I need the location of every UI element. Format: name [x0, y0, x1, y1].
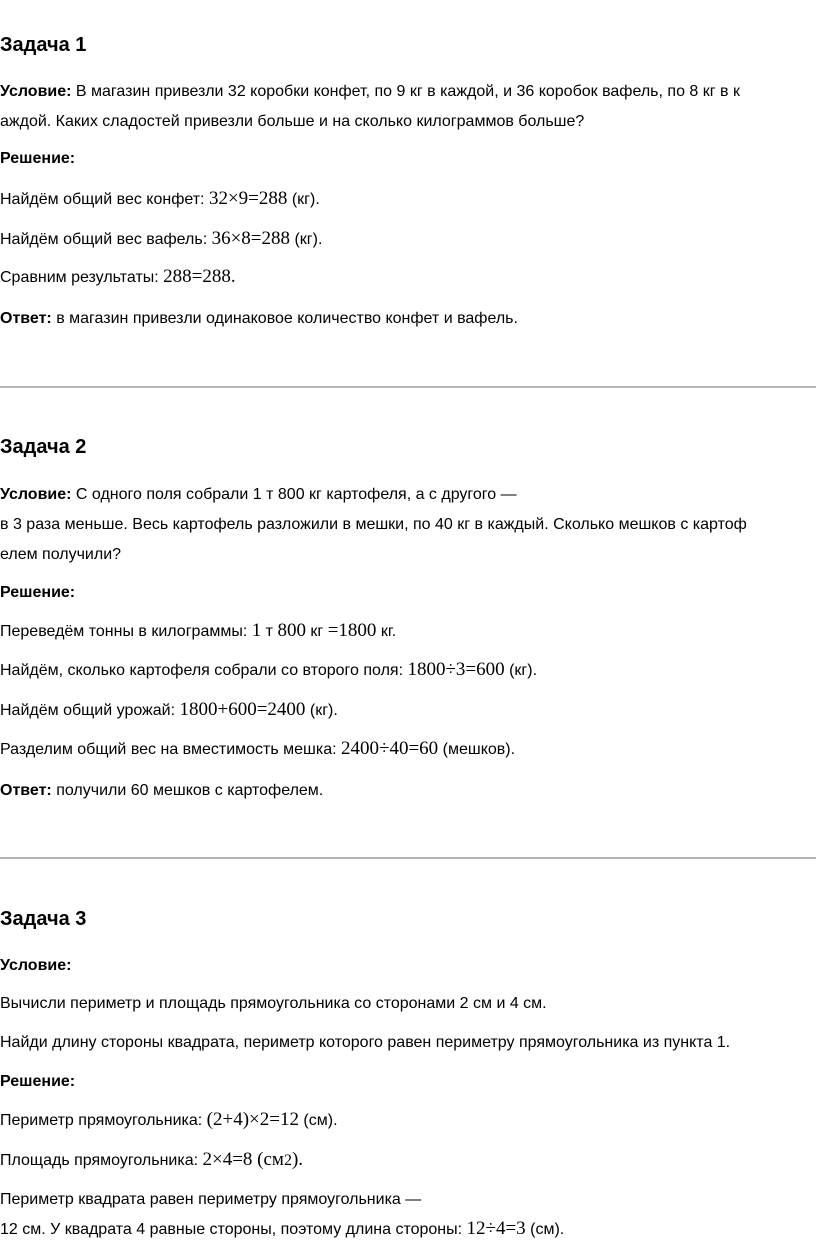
task2-step-3: Найдём общий урожай: 1800+600=2400 (кг). [0, 699, 338, 720]
separator [0, 386, 816, 388]
task3-title: Задача 3 [0, 908, 87, 930]
task3-step-3-line-2: 12 см. У квадрата 4 равные стороны, поэтому длина стороны: 12÷4=3 (см). [0, 1218, 565, 1239]
task3-step-3-formula: 12÷4=3 [466, 1218, 526, 1239]
task2-title: Задача 2 [0, 436, 87, 458]
task3-condition-item-2: Найди длину стороны квадрата, периметр которого равен периметру прямоугольника из пункта 1. [0, 1034, 731, 1051]
task2-step-2-formula: 1800÷3=600 [407, 659, 505, 680]
task2-step-2: Найдём, сколько картофеля собрали со второго поля: 1800÷3=600 (кг). [0, 659, 538, 680]
task2-solution-label: Решение: [0, 584, 76, 601]
task1-solution-label: Решение: [0, 150, 76, 167]
task1-step-1: Найдём общий вес конфет: 32×9=288 (кг). [0, 188, 320, 209]
task1-title: Задача 1 [0, 34, 87, 56]
task1-condition-text: В магазин привезли 32 коробки конфет, по 9 кг в каждой, и 36 коробок вафель, по 8 кг в к [71, 83, 740, 100]
task2-step-1: Переведём тонны в килограммы: 1 т 800 кг =1800 кг. [0, 620, 397, 641]
task1-answer: Ответ: в магазин привезли одинаковое количество конфет и вафель. [0, 310, 518, 327]
task1-condition-label: Условие: [0, 83, 72, 100]
task1-step-2: Найдём общий вес вафель: 36×8=288 (кг). [0, 228, 323, 249]
task3-step-1: Периметр прямоугольника: (2+4)×2=12 (см). [0, 1109, 338, 1130]
task2-step-4-formula: 2400÷40=60 [341, 738, 439, 759]
task3-step-1-formula: (2+4)×2=12 [206, 1109, 299, 1130]
task2-answer: Ответ: получили 60 мешков с картофелем. [0, 782, 324, 799]
task2-condition-line-1: Условие: С одного поля собрали 1 т 800 кг картофеля, а с другого — [0, 486, 517, 503]
task3-condition-label: Условие: [0, 957, 72, 974]
task1-step-3-formula: 288=288. [163, 266, 236, 287]
task3-step-3-line-1: Периметр квадрата равен периметру прямоугольника — [0, 1191, 422, 1208]
task3-condition-item-1: Вычисли периметр и площадь прямоугольника со сторонами 2 см и 4 см. [0, 995, 547, 1012]
separator [0, 857, 816, 859]
task2-step-4: Разделим общий вес на вместимость мешка: 2400÷40=60 (мешков). [0, 738, 516, 759]
task1-step-2-formula: 36×8=288 [211, 228, 291, 249]
task3-solution-label: Решение: [0, 1073, 76, 1090]
task1-condition-line-1 [0, 81, 740, 103]
task1-step-3: Сравним результаты: 288=288. [0, 266, 236, 287]
task2-condition-line-2: в 3 раза меньше. Весь картофель разложили в мешки, по 40 кг в каждый. Сколько мешков с картоф [0, 516, 747, 533]
task2-step-3-formula: 1800+600=2400 [179, 699, 306, 720]
task3-step-2-formula: 2×4=8 [202, 1149, 253, 1170]
task2-answer-label: Ответ: [0, 782, 52, 799]
task3-step-2: Площадь прямоугольника: 2×4=8 (см2). [0, 1149, 304, 1170]
task1-condition-line-2: аждой. Каких сладостей привезли больше и на сколько килограммов больше? [0, 113, 585, 130]
task2-condition-line-3: елем получили? [0, 546, 122, 563]
task2-condition-label: Условие: [0, 486, 72, 503]
task1-step-1-formula: 32×9=288 [208, 188, 288, 209]
task1-answer-label: Ответ: [0, 310, 52, 327]
